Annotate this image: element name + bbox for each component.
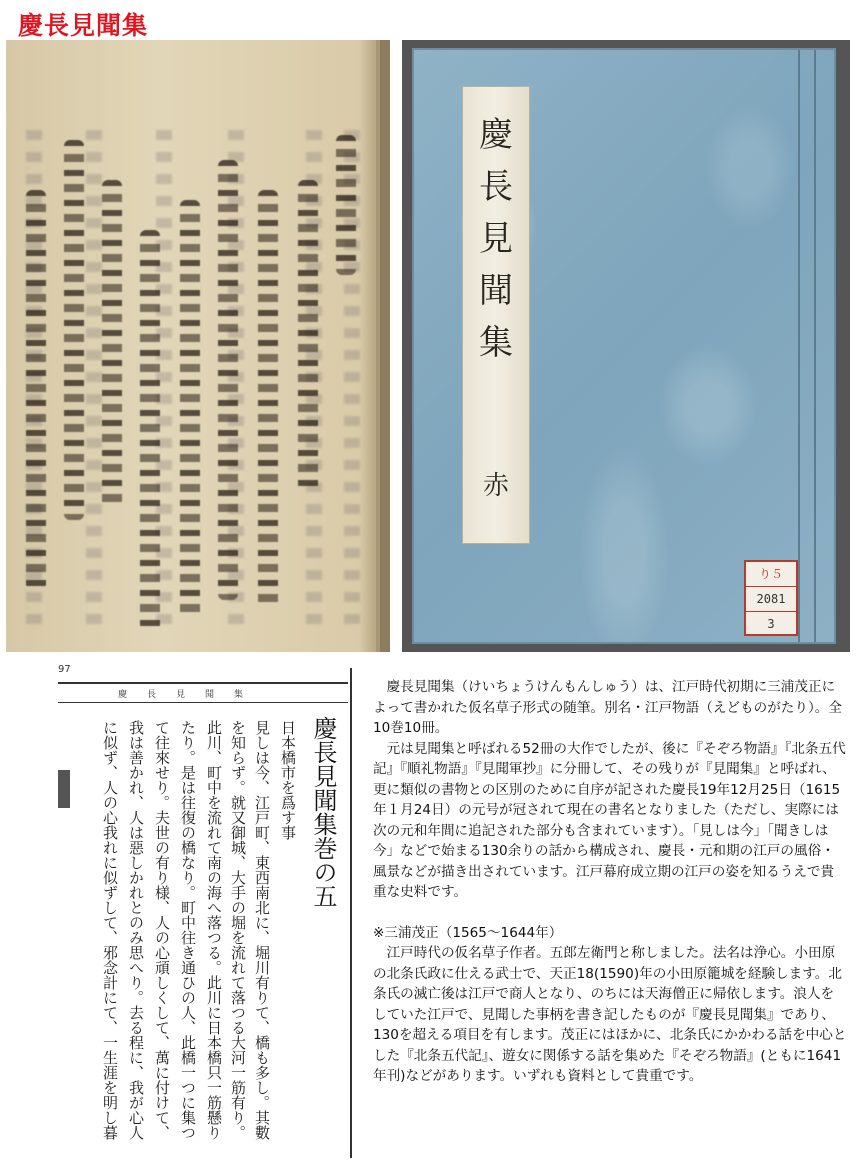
library-label: [744, 560, 798, 636]
label-line-3: 3: [767, 617, 775, 631]
title-slip: [462, 86, 530, 544]
scan-column: 見しは今、江戸町、東西南北に、堀川有りて、橋も多し。其數: [253, 720, 271, 1140]
note-heading: ※三浦茂正（1565～1644年）: [373, 924, 563, 941]
scan-column: たり。是は往復の橋なり。町中往き通ひの人、此橋一つに集つ: [179, 720, 197, 1140]
scan-column: 日本橋市を爲す事: [279, 720, 297, 840]
book-cover-photo: [402, 40, 850, 652]
scan-column: を知らず。就又御城、大手の堀を流れて落つる大河一筋有り。: [229, 720, 247, 1140]
printed-edition-scan: [58, 660, 356, 1168]
page-title: 慶長見聞集: [18, 11, 149, 40]
scan-column: 此川、町中を流れて南の海へ落つる。此川に日本橋只一筋懸り: [205, 720, 223, 1140]
label-line-1: り５: [746, 562, 796, 587]
note-paragraph: 江戸時代の仮名草子作者。五郎左衛門と称しました。法名は浄心。小田原の北条氏政に仕える武士で、天正18(1590)年の小田原籠城を経験します。北条氏の滅亡後は江戸で商人となり、のちには天海僧正に帰依します。浪人をしていた江戸で、見聞した事柄を書き記したものが『慶長見聞集』であり、130を超える項目を有します。茂正にはほかに、北条氏にかかわる話を中心とした『北条五代記』、遊女に関係する話を集めた『そぞろ物語』(ともに1641年刊)などがあります。いずれも資料として貴重です。: [373, 945, 847, 1084]
label-line-2: 2081: [746, 587, 796, 612]
side-mark: [58, 770, 70, 808]
cover: [412, 48, 836, 644]
scan-column: に似ず、人の心我れに似ずして、邪念計にて、一生涯を明し暮: [101, 720, 119, 1140]
description: [373, 677, 847, 1087]
description-paragraph: 元は見聞集と呼ばれる52冊の大作でしたが、後に『そぞろ物語』『北条五代記』『順礼物語』『見聞軍抄』に分冊して、その残りが『見聞集』と呼ばれ、更に類似の書物との区別のために自序が記された慶長19年12月25日（1615年１月24日）の元号が冠されて現在の書名となりました（ただし、実際には次の元和年間に追記された部分も含まれています）。「見しは今」「聞きしは今」などで始まる130余りの話から構成され、慶長・元和期の江戸の風俗・風景などが描き出されています。江戸幕府成立期の江戸の姿を知るうえで貴重な史料です。: [373, 740, 846, 900]
scan-column: 我は善かれ、人は惡しかれとのみ思へり。去る程に、我が心人: [127, 720, 145, 1140]
scan-column: て往來せり。夫世の有り様、人の心頑しくして、萬に付けて、: [153, 720, 171, 1140]
running-head: 慶長見聞集: [118, 690, 264, 700]
scan-heading: 慶長見聞集巻の五: [309, 716, 337, 908]
slip-volume: 赤: [483, 471, 510, 501]
page-number: 97: [58, 664, 71, 675]
slip-title: 慶長見聞集: [479, 115, 513, 363]
manuscript-page-photo: [6, 40, 390, 652]
description-paragraph: 慶長見聞集（けいちょうけんもんしゅう）は、江戸時代初期に三浦茂正によって書かれた仮名草子形式の随筆。別名・江戸物語（えどものがたり）。全10巻10冊。: [373, 679, 842, 736]
